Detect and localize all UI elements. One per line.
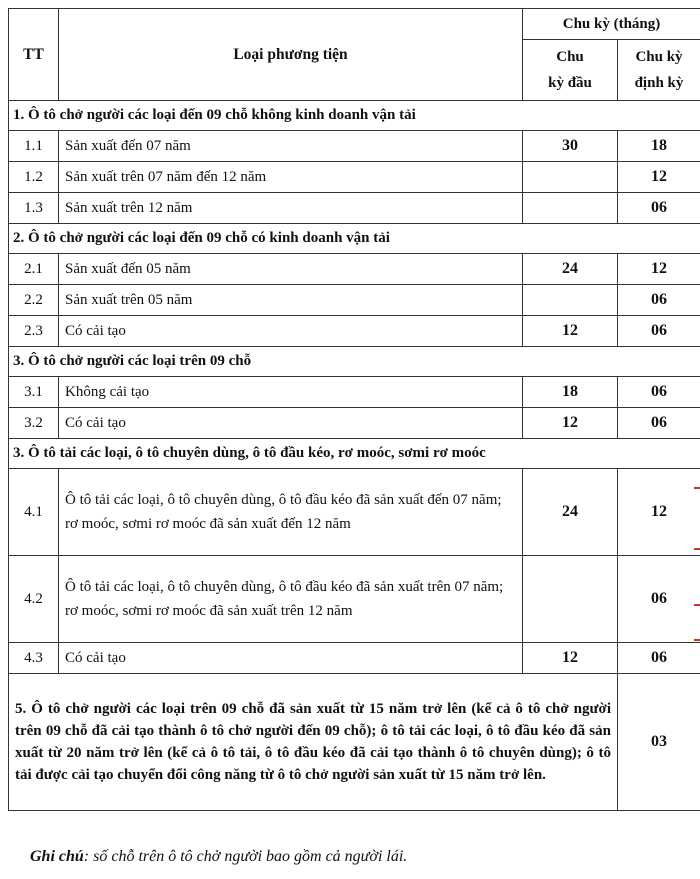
row-tt: 4.2 [9,556,59,643]
header-periodic-cycle-line2: định kỳ [634,75,684,91]
row-first-cycle: 12 [523,643,618,674]
row-name: Sản xuất trên 05 năm [59,285,523,316]
table-row [9,193,700,224]
row-first-cycle [523,285,618,316]
row-tt: 4.3 [9,643,59,674]
section-row [9,224,700,254]
row-tt: 1.2 [9,162,59,193]
table-row [9,316,700,347]
row-first-cycle: 30 [523,131,618,162]
header-tt: TT [9,9,59,101]
row-name: Sản xuất đến 07 năm [59,131,523,162]
row-first-cycle: 12 [523,316,618,347]
row-periodic-cycle: 06 [618,285,700,316]
row-name: Sản xuất trên 12 năm [59,193,523,224]
section-title: 3. Ô tô tải các loại, ô tô chuyên dùng, ô tô đầu kéo, rơ moóc, sơmi rơ moóc [9,439,700,469]
edge-mark [694,639,700,641]
table-row [9,377,700,408]
table-row [9,556,700,643]
footnote-label: Ghi chú [30,848,84,865]
table-row [9,285,700,316]
row-tt: 4.1 [9,469,59,556]
row-periodic-cycle: 06 [618,316,700,347]
inspection-cycle-table [8,8,700,811]
footnote-text: : số chỗ trên ô tô chở người bao gồm cả người lái. [83,848,408,865]
header-cycle: Chu kỳ (tháng) [523,9,700,40]
row-name: Ô tô tải các loại, ô tô chuyên dùng, ô tô đầu kéo đã sản xuất đến 07 năm; rơ moóc, sơmi rơ moóc đã sản xuất đến 12 năm [59,469,523,556]
header-first-cycle-line1: Chu [556,49,584,65]
header-periodic-cycle-line1: Chu kỳ [635,49,683,65]
row-tt: 3.1 [9,377,59,408]
row-first-cycle: 24 [523,254,618,285]
section-row [9,439,700,469]
row-name: Có cải tạo [59,316,523,347]
table-row [9,408,700,439]
section-title: 3. Ô tô chở người các loại trên 09 chỗ [9,347,700,377]
row-periodic-cycle: 12 [618,254,700,285]
row-name: Có cải tạo [59,408,523,439]
row-name: Sản xuất đến 05 năm [59,254,523,285]
section-row [9,101,700,131]
header-vehicle-type: Loại phương tiện [59,9,523,101]
row-first-cycle [523,193,618,224]
row-name: Không cải tạo [59,377,523,408]
row-tt: 1.3 [9,193,59,224]
footnote [30,848,407,866]
row-first-cycle [523,556,618,643]
header-first-cycle [523,40,618,101]
table-row [9,162,700,193]
final-row [9,674,700,811]
row-first-cycle: 24 [523,469,618,556]
row-periodic-cycle: 06 [618,408,700,439]
edge-mark [694,604,700,606]
row-periodic-cycle: 12 [618,469,700,556]
edge-mark [694,487,700,489]
table-row [9,131,700,162]
row-tt: 3.2 [9,408,59,439]
row-periodic-cycle: 06 [618,643,700,674]
header-periodic-cycle [618,40,700,101]
row-name: Ô tô tải các loại, ô tô chuyên dùng, ô tô đầu kéo đã sản xuất trên 07 năm; rơ moóc, sơmi rơ moóc đã sản xuất trên 12 năm [59,556,523,643]
section-row [9,347,700,377]
final-row-description: 5. Ô tô chở người các loại trên 09 chỗ đã sản xuất từ 15 năm trở lên (kể cả ô tô chở người trên 09 chỗ đã cải tạo thành ô tô chở người đến 09 chỗ); ô tô tải các loại, ô tô đầu kéo đã sản xuất từ 20 năm trở lên (kể cả ô tô tải, ô tô đầu kéo đã cải tạo thành ô tô chuyên dùng); ô tô tải được cải tạo chuyển đổi công năng từ ô tô chở người sản xuất từ 15 năm trở lên. [9,674,618,811]
row-periodic-cycle: 06 [618,193,700,224]
row-tt: 2.3 [9,316,59,347]
table-row [9,643,700,674]
edge-mark [694,548,700,550]
section-title: 1. Ô tô chở người các loại đến 09 chỗ không kinh doanh vận tải [9,101,700,131]
row-tt: 2.2 [9,285,59,316]
row-first-cycle: 18 [523,377,618,408]
section-title: 2. Ô tô chở người các loại đến 09 chỗ có kinh doanh vận tải [9,224,700,254]
table-row [9,254,700,285]
row-periodic-cycle: 06 [618,556,700,643]
row-tt: 2.1 [9,254,59,285]
row-name: Sản xuất trên 07 năm đến 12 năm [59,162,523,193]
row-periodic-cycle: 12 [618,162,700,193]
table-row [9,469,700,556]
row-tt: 1.1 [9,131,59,162]
final-row-periodic-cycle: 03 [618,674,700,811]
row-first-cycle [523,162,618,193]
row-periodic-cycle: 18 [618,131,700,162]
header-row [9,9,700,40]
row-name: Có cải tạo [59,643,523,674]
row-periodic-cycle: 06 [618,377,700,408]
header-first-cycle-line2: kỳ đầu [548,75,592,91]
row-first-cycle: 12 [523,408,618,439]
